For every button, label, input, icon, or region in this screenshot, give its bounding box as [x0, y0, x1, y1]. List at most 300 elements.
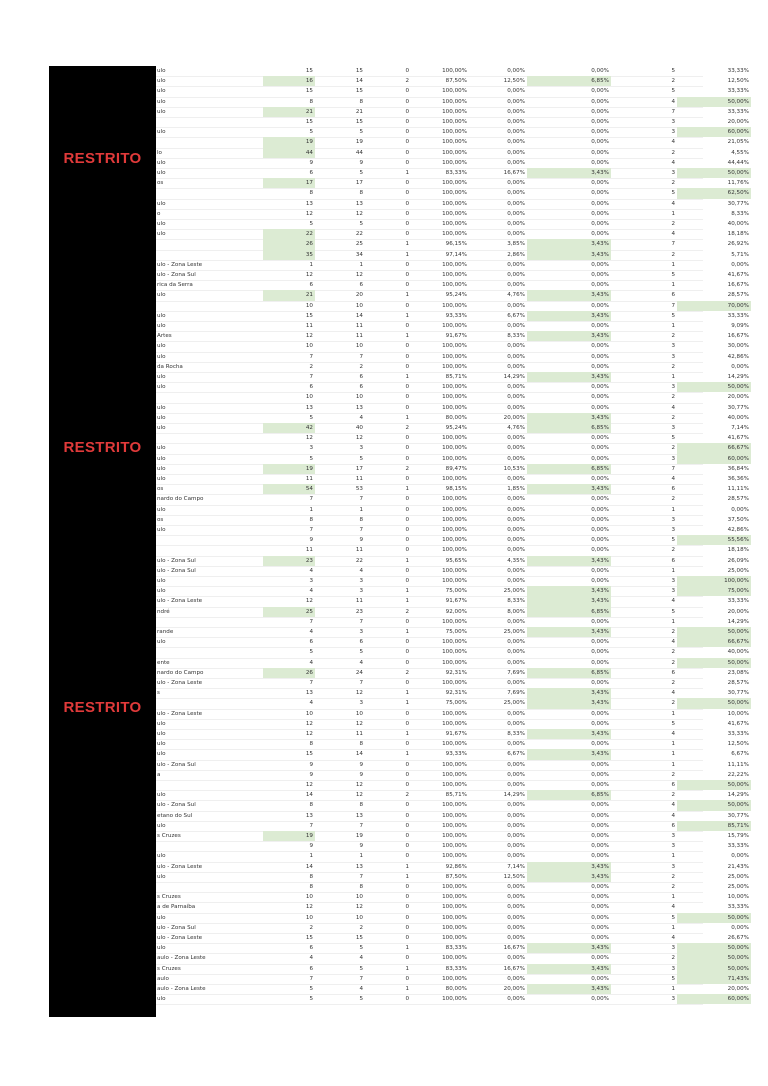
table-cell-col8: 11,11%: [727, 761, 749, 768]
table-cell-col4: 96,15%: [445, 241, 467, 248]
table-cell-col4: 100,00%: [442, 435, 467, 442]
table-cell-col0: o: [157, 210, 161, 217]
table-cell-col1: 5: [309, 455, 313, 462]
table-cell-col6: 3,43%: [527, 290, 611, 300]
table-cell-col1: 6: [309, 384, 313, 391]
table-cell-col5: 10,53%: [503, 465, 525, 472]
table-cell-col6: 0,00%: [591, 884, 609, 890]
table-cell-col3: 0: [405, 975, 409, 982]
table-cell-col6: 0,00%: [591, 363, 609, 370]
table-cell-col0: ulo: [157, 404, 166, 411]
table-cell-col3: 0: [405, 108, 409, 115]
table-cell-col1: 26: [263, 239, 315, 249]
table-cell-col8: 8,33%: [731, 210, 749, 217]
table-cell-col8: 0,00%: [731, 853, 749, 860]
table-cell-col4: 100,00%: [442, 833, 467, 839]
table-cell-col4: 80,00%: [445, 986, 467, 992]
table-cell-col6: 0,00%: [591, 894, 609, 901]
table-cell-col2: 3: [359, 578, 363, 584]
table-cell-col8: 60,00%: [677, 127, 751, 137]
table-cell-col8: 16,67%: [727, 282, 749, 289]
table-cell-col3: 0: [405, 537, 409, 544]
table-cell-col6: 3,43%: [527, 984, 611, 994]
table-cell-col0: ulo: [157, 200, 166, 207]
table-cell-col0: ulo: [157, 720, 166, 727]
table-cell-col1: 8: [309, 802, 313, 809]
table-cell-col8: 33,33%: [727, 68, 749, 74]
table-cell-col2: 12: [355, 904, 363, 911]
table-cell-col4: 100,00%: [442, 149, 467, 156]
table-cell-col3: 1: [405, 312, 409, 319]
table-cell-col7: 7: [671, 108, 675, 115]
table-cell-col5: 0,00%: [507, 924, 525, 931]
table-cell-col0: s Cruzes: [157, 833, 181, 839]
table-cell-col1: 13: [305, 404, 313, 411]
table-cell-col4: 100,00%: [442, 894, 467, 901]
table-cell-col0: ulo: [157, 731, 166, 737]
table-cell-col5: 20,00%: [503, 986, 525, 992]
table-cell-col8: 26,67%: [727, 935, 749, 941]
table-cell-col3: 0: [405, 343, 409, 350]
table-cell-col0: ulo: [157, 159, 166, 166]
table-cell-col7: 5: [671, 914, 675, 921]
table-cell-col4: 100,00%: [442, 537, 467, 544]
table-cell-col8: 10,00%: [727, 894, 749, 901]
table-cell-col5: 0,00%: [507, 282, 525, 289]
table-cell-col6: 6,85%: [527, 668, 611, 678]
table-cell-col6: 0,00%: [591, 455, 609, 462]
table-cell-col0: ulo: [157, 108, 166, 115]
table-cell-col6: 0,00%: [591, 771, 609, 778]
table-cell-col5: 0,00%: [507, 200, 525, 207]
table-cell-col1: 4: [309, 588, 313, 595]
table-cell-col5: 0,00%: [507, 894, 525, 901]
table-cell-col7: 2: [671, 792, 675, 799]
table-cell-col2: 14: [355, 312, 363, 319]
table-cell-col0: ulo: [157, 792, 166, 799]
table-cell-col0: ulo: [157, 68, 166, 74]
table-cell-col3: 1: [405, 700, 409, 707]
table-cell-col5: 12,50%: [503, 873, 525, 880]
table-cell-col1: 6: [309, 639, 313, 646]
table-cell-col0: ulo: [157, 292, 166, 299]
table-cell-col8: 40,00%: [727, 414, 749, 421]
table-cell-col2: 5: [359, 996, 363, 1003]
table-cell-col0: ulo: [157, 129, 166, 136]
table-cell-col5: 8,33%: [507, 598, 525, 605]
table-cell-col6: 0,00%: [591, 404, 609, 411]
table-cell-col1: 16: [263, 76, 315, 86]
table-cell-col8: 41,67%: [727, 435, 749, 442]
table-cell-col7: 4: [671, 598, 675, 605]
table-cell-col5: 0,00%: [507, 210, 525, 217]
table-cell-col5: 0,00%: [507, 761, 525, 768]
table-cell-col8: 40,00%: [727, 221, 749, 227]
table-cell-col3: 0: [405, 547, 409, 554]
table-cell-col2: 7: [359, 975, 363, 982]
table-cell-col6: 0,00%: [591, 119, 609, 125]
table-cell-col0: ulo - Zona Leste: [157, 863, 203, 870]
table-cell-col2: 8: [359, 98, 363, 105]
table-cell-col2: 5: [359, 649, 363, 656]
table-cell-col4: 100,00%: [442, 68, 467, 74]
table-cell-col5: 0,00%: [507, 527, 525, 533]
table-cell-col6: 3,43%: [527, 729, 611, 739]
table-cell-col4: 100,00%: [442, 231, 467, 238]
table-cell-col0: [156, 617, 264, 627]
table-cell-col1: 10: [305, 710, 313, 717]
table-cell-col3: 0: [405, 180, 409, 187]
table-cell-col4: 100,00%: [442, 710, 467, 717]
table-cell-col5: 1,85%: [507, 486, 525, 493]
table-cell-col2: 1: [359, 853, 363, 860]
table-cell-col5: 0,00%: [507, 343, 525, 350]
table-cell-col8: 33,33%: [727, 843, 749, 850]
table-cell-col3: 1: [405, 965, 409, 972]
table-cell-col8: 40,00%: [727, 649, 749, 656]
table-cell-col0: [156, 117, 264, 127]
table-cell-col6: 0,00%: [591, 955, 609, 962]
table-cell-col1: 8: [309, 98, 313, 105]
table-cell-col6: 3,43%: [527, 311, 611, 321]
table-cell-col3: 0: [405, 98, 409, 105]
table-cell-col1: 9: [309, 771, 313, 778]
table-cell-col3: 2: [405, 78, 409, 85]
table-cell-col0: [156, 647, 264, 657]
table-cell-col0: rica da Serra: [157, 282, 193, 289]
table-cell-col6: 0,00%: [591, 567, 609, 574]
table-cell-col5: 0,00%: [507, 261, 525, 268]
table-cell-col0: a de Parnaíba: [157, 904, 196, 911]
table-cell-col8: 30,77%: [727, 690, 749, 697]
table-cell-col4: 85,71%: [445, 374, 467, 380]
table-cell-col0: ulo - Zona Sul: [157, 761, 196, 768]
table-cell-col4: 100,00%: [442, 802, 467, 809]
table-cell-col7: 4: [671, 404, 675, 411]
table-cell-col3: 0: [405, 924, 409, 931]
table-cell-col0: ulo: [157, 170, 166, 176]
table-cell-col5: 0,00%: [507, 720, 525, 727]
table-cell-col2: 40: [355, 425, 363, 431]
table-cell-col3: 0: [405, 833, 409, 839]
table-cell-col3: 1: [405, 945, 409, 952]
table-cell-col4: 100,00%: [442, 955, 467, 962]
table-cell-col8: 6,67%: [731, 751, 749, 758]
table-cell-col3: 0: [405, 618, 409, 625]
table-cell-col3: 1: [405, 251, 409, 258]
table-cell-col0: ulo - Zona Sul: [157, 924, 196, 931]
table-cell-col5: 16,67%: [503, 170, 525, 176]
table-cell-col6: 3,43%: [527, 698, 611, 708]
table-cell-col2: 12: [355, 690, 363, 697]
table-cell-col0: ulo: [157, 384, 166, 391]
table-cell-col4: 100,00%: [442, 659, 467, 666]
table-cell-col5: 0,00%: [507, 129, 525, 136]
table-cell-col5: 0,00%: [507, 159, 525, 166]
table-cell-col3: 2: [405, 669, 409, 676]
table-cell-col3: 0: [405, 363, 409, 370]
table-cell-col0: ulo: [157, 88, 166, 95]
table-cell-col4: 95,24%: [445, 425, 467, 431]
table-cell-col2: 10: [355, 710, 363, 717]
table-cell-col5: 0,00%: [507, 812, 525, 819]
table-cell-col7: 2: [671, 496, 675, 503]
table-cell-col8: 23,08%: [727, 669, 749, 676]
table-cell-col2: 21: [355, 108, 363, 115]
table-cell-col7: 6: [671, 669, 675, 676]
table-cell-col0: [156, 882, 264, 892]
table-cell-col3: 0: [405, 404, 409, 411]
table-cell-col7: 2: [671, 955, 675, 962]
table-cell-col6: 0,00%: [591, 139, 609, 146]
table-cell-col1: 11: [305, 547, 313, 554]
table-cell-col0: nardo do Campo: [157, 669, 204, 676]
table-cell-col3: 0: [405, 741, 409, 748]
table-cell-col4: 92,86%: [445, 863, 467, 870]
table-cell-col8: 55,56%: [677, 535, 751, 545]
table-cell-col5: 0,00%: [507, 935, 525, 941]
table-cell-col5: 8,33%: [507, 333, 525, 340]
table-cell-col3: 1: [405, 414, 409, 421]
table-cell-col3: 2: [405, 608, 409, 615]
table-cell-col2: 9: [359, 159, 363, 166]
table-cell-col6: 0,00%: [591, 159, 609, 166]
table-cell-col8: 20,00%: [727, 394, 749, 401]
table-cell-col0: aulo - Zona Leste: [157, 955, 206, 962]
table-cell-col1: 8: [309, 741, 313, 748]
table-cell-col5: 0,00%: [507, 680, 525, 686]
table-cell-col4: 100,00%: [442, 200, 467, 207]
table-cell-col1: 1: [309, 853, 313, 860]
table-cell-col7: 4: [671, 139, 675, 146]
table-cell-col2: 8: [359, 516, 363, 523]
table-cell-col2: 1: [359, 506, 363, 513]
table-cell-col6: 0,00%: [591, 782, 609, 788]
table-cell-col8: 15,79%: [727, 833, 749, 839]
table-cell-col0: ulo: [157, 476, 166, 482]
table-cell-col7: 7: [671, 241, 675, 248]
table-cell-col1: 6: [309, 945, 313, 952]
table-cell-col2: 7: [359, 496, 363, 503]
table-cell-col5: 0,00%: [507, 108, 525, 115]
table-cell-col1: 4: [309, 700, 313, 707]
table-cell-col8: 4,55%: [731, 149, 749, 156]
table-cell-col6: 0,00%: [591, 833, 609, 839]
table-cell-col7: 1: [671, 741, 675, 748]
table-cell-col6: 3,43%: [527, 596, 611, 606]
table-cell-col2: 25: [355, 241, 363, 248]
table-cell-col0: [156, 780, 264, 790]
table-cell-col7: 1: [671, 924, 675, 931]
table-cell-col3: 1: [405, 986, 409, 992]
table-cell-col3: 0: [405, 516, 409, 523]
table-cell-col8: 37,50%: [727, 516, 749, 523]
table-cell-col3: 0: [405, 710, 409, 717]
table-cell-col7: 1: [671, 567, 675, 574]
table-cell-col7: 4: [671, 98, 675, 105]
table-cell-col0: ulo: [157, 374, 166, 380]
restrito-label-1: RESTRITO: [63, 150, 142, 167]
table-cell-col8: 26,09%: [727, 557, 749, 564]
table-cell-col5: 20,00%: [503, 414, 525, 421]
table-cell-col5: 6,67%: [507, 751, 525, 758]
table-cell-col2: 13: [355, 863, 363, 870]
table-cell-col8: 60,00%: [677, 454, 751, 464]
table-cell-col7: 2: [671, 771, 675, 778]
table-cell-col0: [156, 301, 264, 311]
table-cell-col5: 0,00%: [507, 741, 525, 748]
table-cell-col4: 93,33%: [445, 312, 467, 319]
table-cell-col2: 11: [355, 323, 363, 329]
table-cell-col6: 0,00%: [591, 618, 609, 625]
table-cell-col7: 4: [671, 904, 675, 911]
table-cell-col5: 0,00%: [507, 384, 525, 391]
table-cell-col4: 98,15%: [445, 486, 467, 493]
table-cell-col2: 12: [355, 435, 363, 442]
table-cell-col5: 0,00%: [507, 975, 525, 982]
table-cell-col4: 100,00%: [442, 180, 467, 187]
table-cell-col1: 15: [305, 751, 313, 758]
table-cell-col1: 9: [309, 159, 313, 166]
table-cell-col6: 3,43%: [527, 484, 611, 494]
table-cell-col1: 12: [305, 782, 313, 788]
table-cell-col1: 12: [305, 435, 313, 442]
table-cell-col5: 0,00%: [507, 496, 525, 503]
table-cell-col3: 0: [405, 455, 409, 462]
table-cell-col4: 95,65%: [445, 557, 467, 564]
table-cell-col5: 0,00%: [507, 190, 525, 197]
table-cell-col3: 0: [405, 506, 409, 513]
table-cell-col4: 100,00%: [442, 618, 467, 625]
table-cell-col2: 10: [355, 894, 363, 901]
table-cell-col1: 15: [305, 312, 313, 319]
table-cell-col6: 0,00%: [591, 843, 609, 850]
table-cell-col6: 0,00%: [591, 190, 609, 197]
table-cell-col1: 13: [305, 200, 313, 207]
table-cell-col7: 2: [671, 629, 675, 635]
table-cell-col3: 0: [405, 782, 409, 788]
table-cell-col7: 5: [671, 272, 675, 278]
table-cell-col2: 4: [359, 986, 363, 992]
table-cell-col8: 9,09%: [731, 323, 749, 329]
table-cell-col6: 0,00%: [591, 68, 609, 74]
table-cell-col0: ndré: [157, 608, 170, 615]
table-cell-col2: 6: [359, 282, 363, 289]
table-cell-col7: 3: [671, 425, 675, 431]
table-cell-col1: 10: [305, 894, 313, 901]
table-cell-col3: 1: [405, 690, 409, 697]
table-cell-col4: 93,33%: [445, 751, 467, 758]
table-cell-col2: 4: [359, 567, 363, 574]
table-cell-col6: 0,00%: [591, 996, 609, 1003]
table-cell-col4: 75,00%: [445, 629, 467, 635]
table-cell-col0: ulo: [157, 996, 166, 1003]
table-cell-col7: 2: [671, 414, 675, 421]
table-cell-col6: 0,00%: [591, 210, 609, 217]
table-cell-col7: 3: [671, 527, 675, 533]
table-cell-col5: 0,00%: [507, 363, 525, 370]
table-cell-col7: 6: [671, 782, 675, 788]
table-cell-col2: 15: [355, 119, 363, 125]
table-cell-col0: ente: [157, 659, 170, 666]
table-cell-col1: 7: [309, 496, 313, 503]
table-cell-col1: 3: [309, 445, 313, 452]
table-cell-col1: 22: [263, 229, 315, 239]
table-cell-col0: ulo: [157, 221, 166, 227]
table-cell-col5: 7,14%: [507, 863, 525, 870]
table-cell-col1: 10: [305, 343, 313, 350]
table-cell-col0: ulo - Zona Leste: [157, 680, 203, 686]
table-cell-col0: da Rocha: [157, 363, 183, 370]
table-cell-col4: 100,00%: [442, 353, 467, 360]
table-cell-col7: 5: [671, 88, 675, 95]
table-cell-col2: 15: [355, 88, 363, 95]
table-cell-col5: 25,00%: [503, 588, 525, 595]
table-cell-col0: ulo - Zona Sul: [157, 802, 196, 809]
table-cell-col2: 7: [359, 353, 363, 360]
table-cell-col3: 0: [405, 720, 409, 727]
table-cell-col0: ulo - Zona Sul: [157, 567, 196, 574]
table-cell-col1: 5: [309, 986, 313, 992]
table-cell-col3: 0: [405, 639, 409, 646]
table-cell-col5: 0,00%: [507, 68, 525, 74]
table-cell-col6: 0,00%: [591, 710, 609, 717]
table-cell-col3: 0: [405, 353, 409, 360]
table-cell-col0: ulo: [157, 465, 166, 472]
table-cell-col1: 14: [305, 792, 313, 799]
table-cell-col0: [156, 535, 264, 545]
table-cell-col8: 21,05%: [727, 139, 749, 146]
table-cell-col7: 7: [671, 302, 675, 309]
table-cell-col5: 0,00%: [507, 476, 525, 482]
table-cell-col1: 15: [305, 935, 313, 941]
table-cell-col1: 7: [309, 527, 313, 533]
table-cell-col6: 0,00%: [591, 221, 609, 227]
table-cell-col2: 23: [355, 608, 363, 615]
table-cell-col1: 12: [305, 904, 313, 911]
table-cell-col0: aulo: [157, 975, 169, 982]
table-cell-col2: 6: [359, 384, 363, 391]
table-cell-col6: 0,00%: [591, 88, 609, 95]
table-cell-col8: 25,00%: [727, 884, 749, 890]
table-cell-col3: 1: [405, 170, 409, 176]
table-cell-col3: 0: [405, 190, 409, 197]
table-cell-col8: 28,57%: [727, 680, 749, 686]
table-cell-col1: 12: [305, 598, 313, 605]
table-cell-col2: 9: [359, 771, 363, 778]
table-cell-col4: 100,00%: [442, 282, 467, 289]
table-cell-col6: 0,00%: [591, 527, 609, 533]
table-cell-col2: 17: [355, 465, 363, 472]
table-cell-col6: 6,85%: [527, 423, 611, 433]
table-cell-col3: 0: [405, 323, 409, 329]
table-cell-col4: 89,47%: [445, 465, 467, 472]
table-cell-col7: 2: [671, 251, 675, 258]
table-cell-col6: 6,85%: [527, 790, 611, 800]
table-cell-col5: 0,00%: [507, 231, 525, 238]
table-cell-col8: 28,57%: [727, 496, 749, 503]
table-cell-col2: 7: [359, 822, 363, 829]
table-cell-col4: 87,50%: [445, 78, 467, 85]
table-cell-col8: 71,43%: [677, 974, 751, 984]
table-cell-col1: 10: [305, 302, 313, 309]
table-cell-col8: 100,00%: [677, 576, 751, 586]
table-cell-col8: 33,33%: [727, 312, 749, 319]
table-cell-col4: 100,00%: [442, 221, 467, 227]
table-cell-col2: 5: [359, 965, 363, 972]
table-cell-col4: 100,00%: [442, 261, 467, 268]
table-cell-col2: 13: [355, 404, 363, 411]
